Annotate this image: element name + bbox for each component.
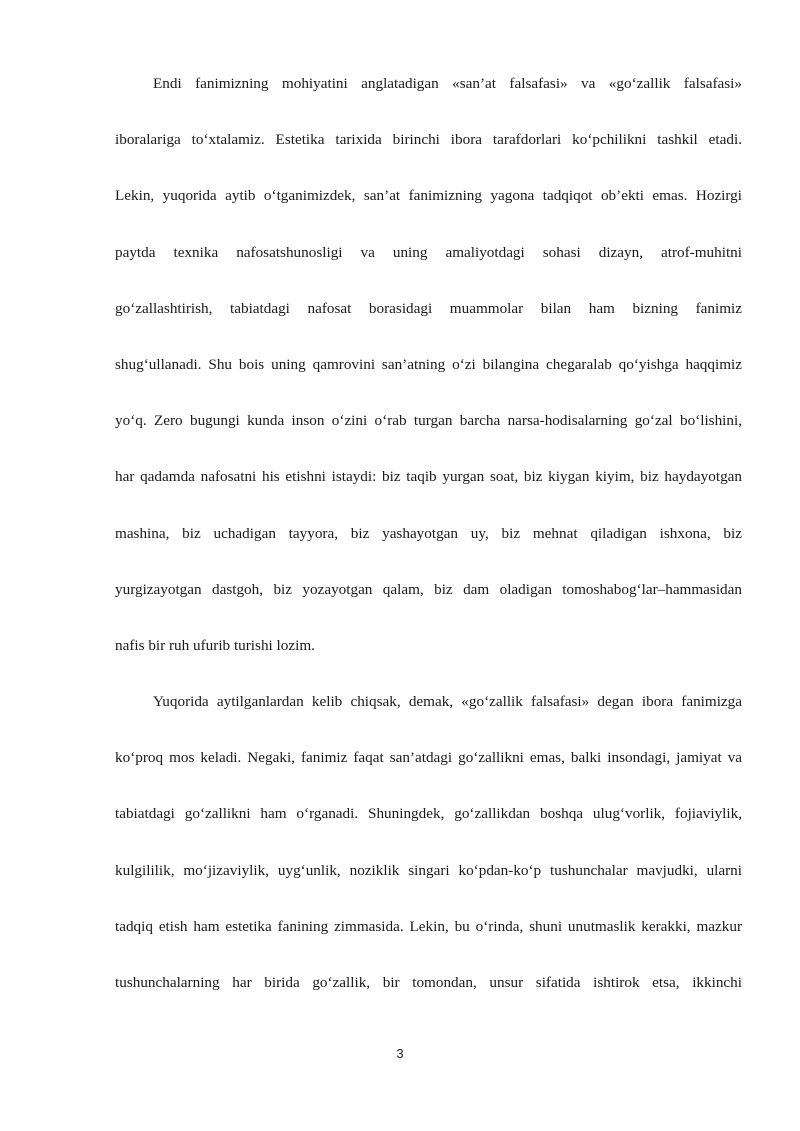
text-line: tabiatdagi go‘zallikni ham o‘rganadi. Shuningdek, go‘zallikdan boshqa ulug‘vorlik, fojiaviylik, [115,805,742,823]
text-line: Endi fanimizning mohiyatini anglatadigan «san’at falsafasi» va «go‘zallik falsafasi» [153,75,742,92]
text-line: tadqiq etish ham estetika fanining zimmasida. Lekin, bu o‘rinda, shuni unutmaslik kerakki, mazkur [115,917,742,935]
text-line: nafis bir ruh ufurib turishi lozim. [115,636,315,654]
text-line: har qadamda nafosatni his etishni istaydi: biz taqib yurgan soat, biz kiygan kiyim, biz haydayotgan [115,468,742,486]
text-line: Lekin, yuqorida aytib o‘tganimizdek, san’at fanimizning yagona tadqiqot ob’ekti emas. Hozirgi [115,187,742,205]
text-line: shug‘ullanadi. Shu bois uning qamrovini san’atning o‘zi bilangina chegaralab qo‘yishga haqqimiz [115,355,742,373]
text-line: tushunchalarning har birida go‘zallik, bir tomondan, unsur sifatida ishtirok etsa, ikkinchi [115,974,742,991]
paragraph-2 [115,674,742,1011]
text-line: yurgizayotgan dastgoh, biz yozayotgan qalam, biz dam oladigan tomoshabog‘lar–hammasidan [115,580,742,598]
text-line: go‘zallashtirish, tabiatdagi nafosat borasidagi muammolar bilan ham bizning fanimiz [115,299,742,317]
text-line: kulgililik, mo‘jizaviylik, uyg‘unlik, noziklik singari ko‘pdan-ko‘p tushunchalar mavjudki, ularni [115,861,742,879]
text-line: iboralariga to‘xtalamiz. Estetika tarixida birinchi ibora tarafdorlari ko‘pchilikni tashkil etadi. [115,131,742,149]
text-line: mashina, biz uchadigan tayyora, biz yashayotgan uy, biz mehnat qiladigan ishxona, biz [115,524,742,542]
page-number: 3 [396,1046,404,1061]
paragraph-1 [115,56,742,674]
text-line: yo‘q. Zero bugungi kunda inson o‘zini o‘rab turgan barcha narsa-hodisalarning go‘zal bo‘lishini, [115,412,742,430]
text-line: Yuqorida aytilganlardan kelib chiqsak, demak, «go‘zallik falsafasi» degan ibora fanimizga [153,693,742,711]
body-text [115,56,742,1011]
text-line: ko‘proq mos keladi. Negaki, fanimiz faqat san’atdagi go‘zallikni emas, balki insondagi, jamiyat va [115,749,742,767]
text-line: paytda texnika nafosatshunosligi va uning amaliyotdagi sohasi dizayn, atrof-muhitni [115,243,742,261]
